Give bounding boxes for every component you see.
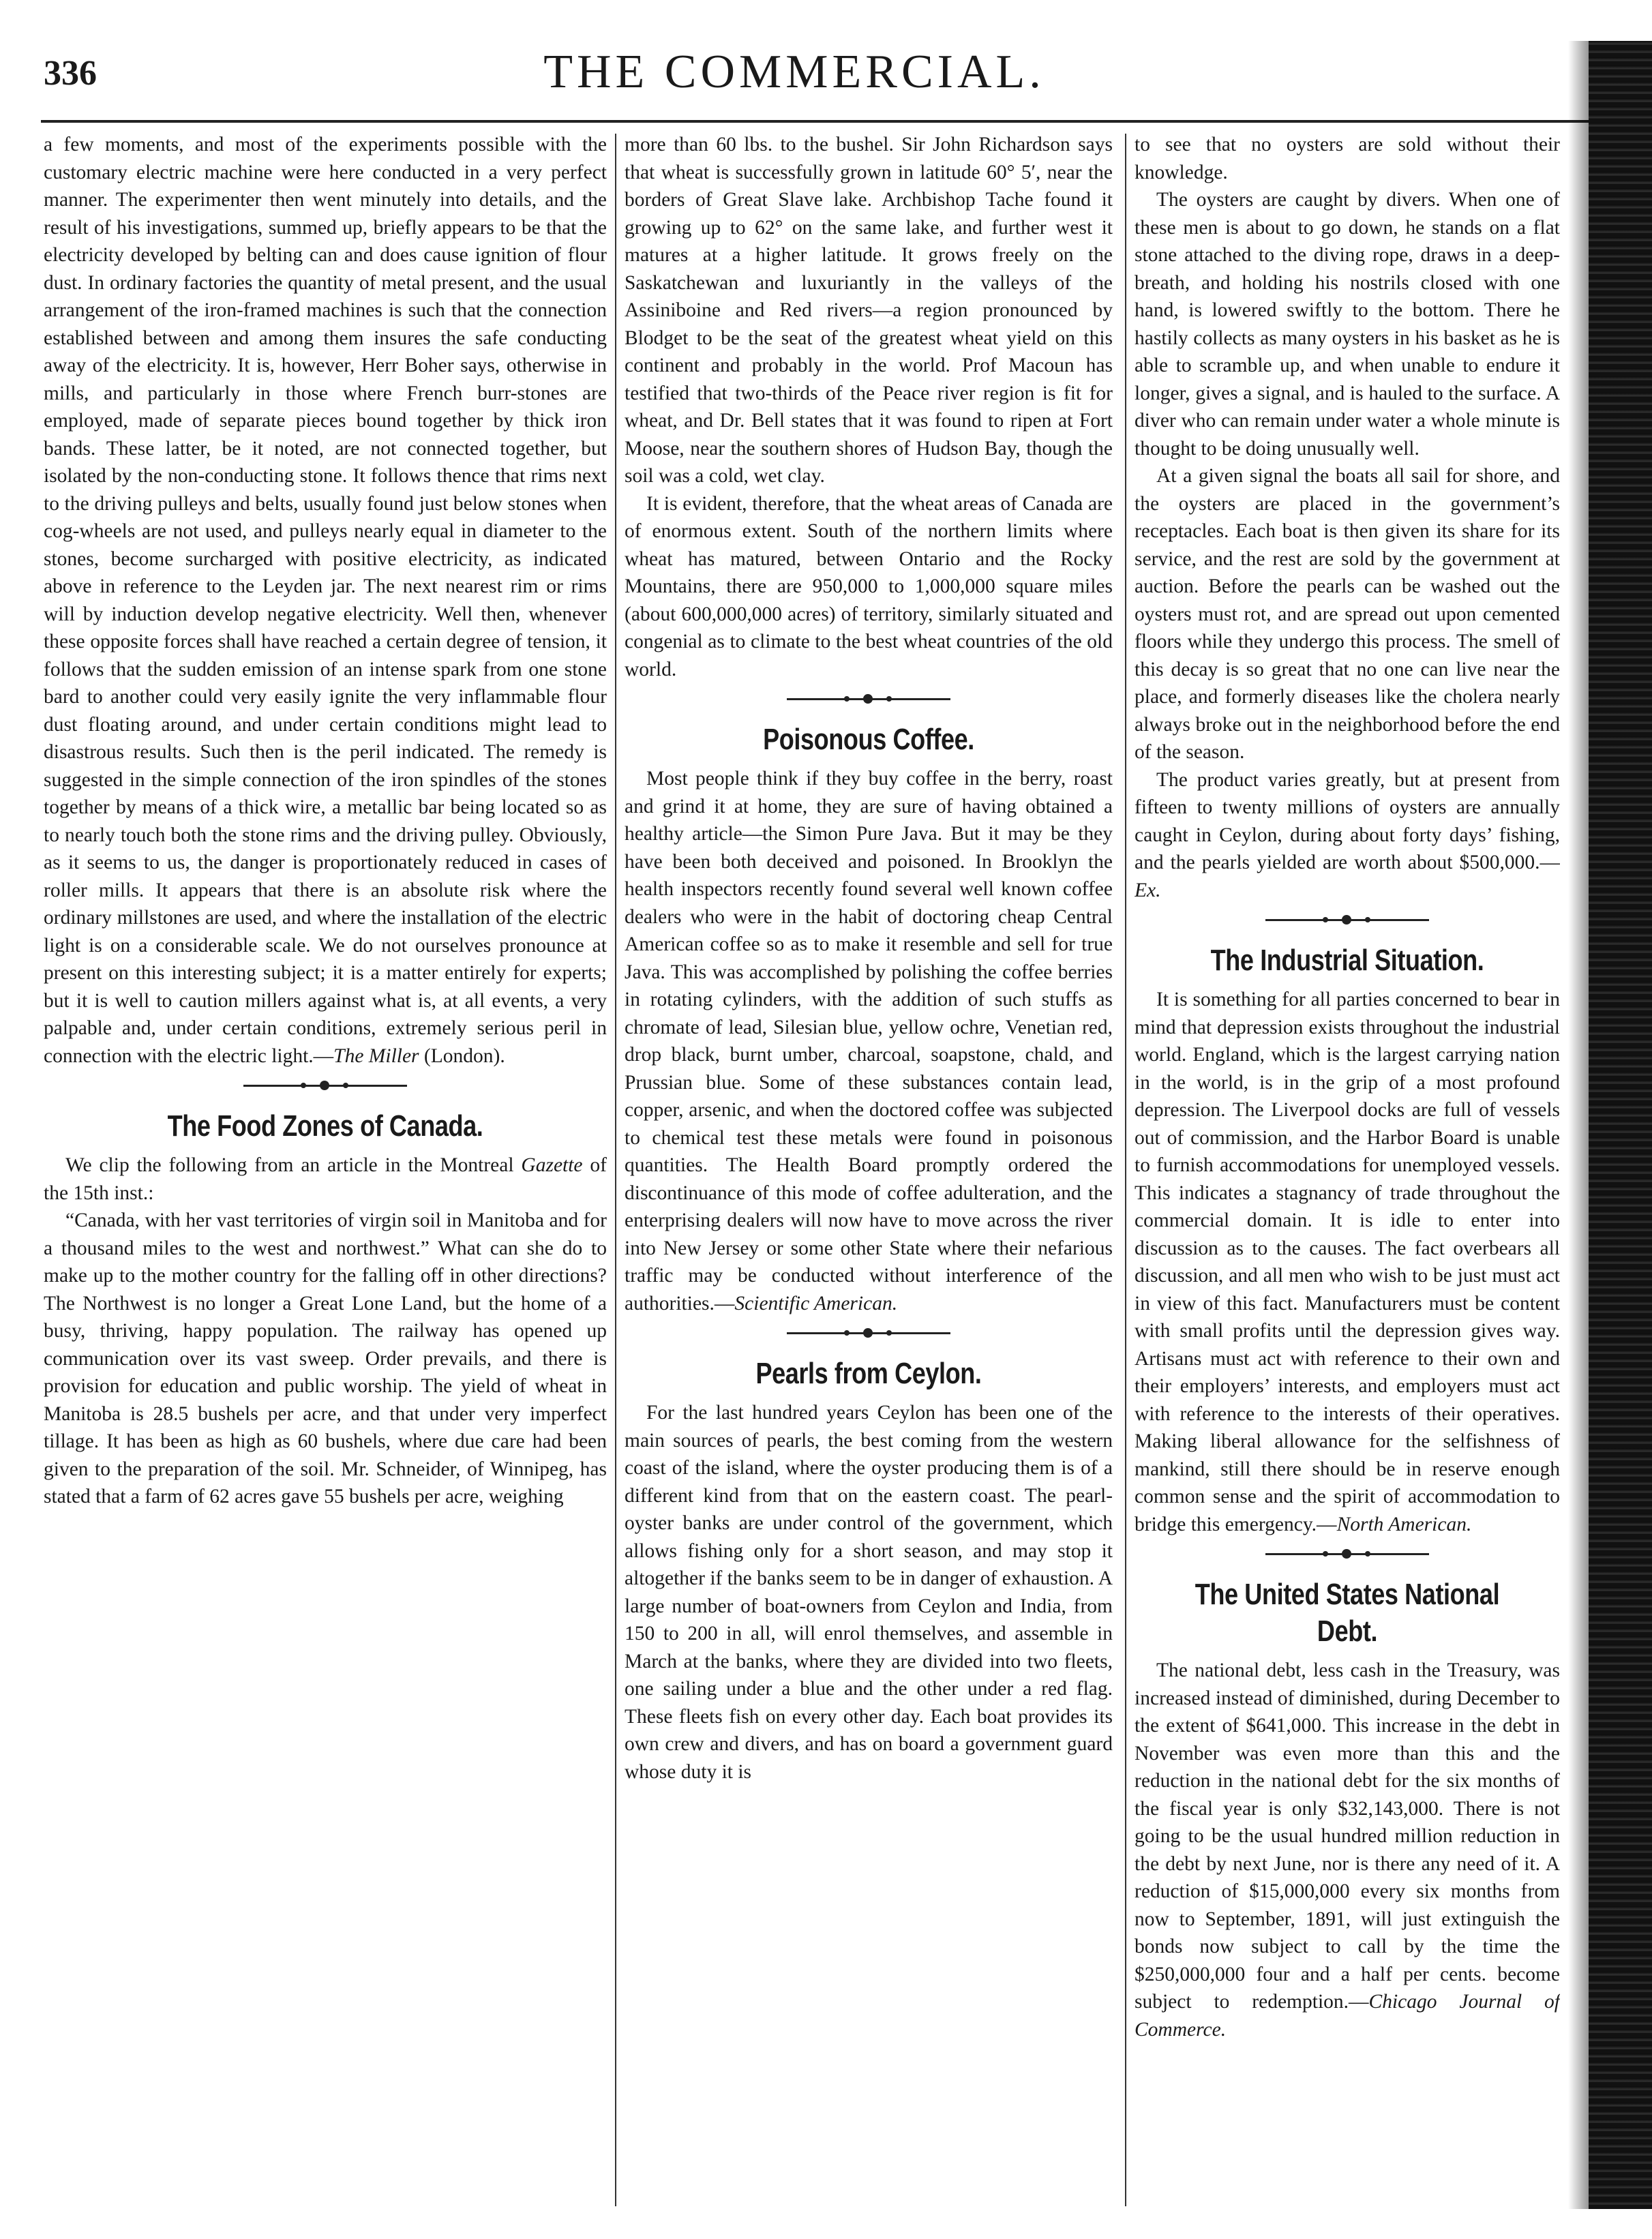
masthead: THE COMMERCIAL. xyxy=(543,46,1045,98)
section-divider xyxy=(1265,910,1429,930)
source-citation: Chicago Journal of Commerce. xyxy=(1135,1991,1560,2041)
article-paragraph: Most people think if they buy coffee in the berry, roast and grind it at home, they are sure of having obtained a healthy article—the Simon Pure Java. But it may be they have been both deceived and poisoned. In Brooklyn the health inspectors recently found several well known coffee dealers who were in the habit of doctoring cheap Central American coffee so as to make it resemble and sell for true Java. This was accomplished by polishing the coffee berries in rotating cylinders, with the addition of such stuffs as chromate of lead, Silesian blue, yellow ochre, Venetian red, drop black, burnt umber, charcoal, soapstone, chald, and Prussian blue. Some of these substances contain lead, copper, arsenic, and when the doctored coffee was subjected to chemical test these metals were found in poisonous quantities. The Health Board promptly ordered the discontinuance of this mode of coffee adulteration, and the enterprising dealers will now have to move across the river into New Jersey or some other State where their nefarious traffic may be conducted without interference of the authorities.—Scientific American. xyxy=(625,768,1113,1314)
column-divider-2 xyxy=(1125,134,1126,2206)
header-rule xyxy=(41,120,1602,123)
scan-binding-edge xyxy=(1589,41,1652,2209)
headline-industrial-situation: The Industrial Situation. xyxy=(1210,944,1484,977)
source-citation: Ex. xyxy=(1135,879,1161,901)
article-paragraph: a few moments, and most of the experiments possible with the customary electric machine were here conducted in a very perfect manner. The experimenter then went minutely into details, and the result of his investigations, summed up, briefly appears to be that the electricity developed by belting can and does cause ignition of flour dust. In ordinary factories the quantity of metal present, and the usual arrangement of the iron-framed machines is such that the connection established between and among them insures the safe conducting away of the electricity. It is, however, Herr Boher says, otherwise in mills, and particularly in those where French burr-stones are employed, made of separate pieces bound together by thick iron bands. These latter, be it noted, are not connected together, but isolated by the non-conducting stone. It follows thence that rims next to the driving pulleys and belts, usually found just below stones when cog-wheels are not used, and pulleys nearly equal in diameter to the stones, become surcharged with positive electricity, as indicated above in reference to the Leyden jar. The next nearest rim or rims will by induction develop negative electricity. Well then, whenever these opposite forces shall have reached a certain degree of tension, it follows that the sudden emission of an intense spark from one stone bard to another could very easily ignite the very inflammable flour dust floating around, and under certain conditions might lead to disastrous results. Such then is the peril indicated. The remedy is suggested in the simple connection of the iron spindles of the stones together by means of a thick wire, a metallic bar being located so as to nearly touch both the stone rims and the driving pulley. Obviously, as it seems to us, the danger is proportionately reduced in cases of roller mills. It appears that there is an absolute risk where the ordinary millstones are used, and where the installation of the electric light is on a considerable scale. We do not ourselves pronounce at present on this interesting subject; it is a matter entirely for experts; but it is well to caution millers against what is, at all events, a very palpable and, under certain conditions, extremely serious peril in connection with the electric light.—The Miller (London). xyxy=(44,134,607,1067)
article-paragraph: It is evident, therefore, that the wheat areas of Canada are of enormous extent. South of the northern limits where wheat has matured, between Ontario and the Rocky Mountains, there are 950,000 to 1,000,000 square miles (about 600,000,000 acres) of territory, similarly situated and congenial as to climate to the best wheat countries of the old world. xyxy=(625,492,1113,680)
article-paragraph: to see that no oysters are sold without their knowledge. xyxy=(1135,134,1560,183)
article-paragraph: At a given signal the boats all sail for shore, and the oysters are placed in the government’s receptacles. Each boat is then given its share for its service, and the rest are sold by the government at auction. Before the pearls can be washed out the oysters must rot, and are spread out upon cemented floors while they undergo this process. The smell of this decay is so great that no one can live near the place, and formerly diseases like the cholera nearly always broke out in the neighborhood before the end of the season. xyxy=(1135,465,1560,763)
article-paragraph: more than 60 lbs. to the bushel. Sir John Richardson says that wheat is successfully grown in latitude 60° 5′, near the borders of Great Slave lake. Archbishop Tache found it growing up to 62° on the same lake, and further west it matures at a higher latitude. It grows freely on the Saskatchewan and luxuriantly in the valleys of the Assiniboine and Red rivers—a region pronounced by Blodget to be the seat of the greatest wheat yield on this continent and probably in the world. Prof Macoun has testified that two-thirds of the Peace river region is fit for wheat, and Dr. Bell states that it was found to ripen at Fort Moose, near the southern shores of Hudson Bay, though the soil was a cold, wet clay. xyxy=(625,134,1113,487)
article-paragraph: For the last hundred years Ceylon has been one of the main sources of pearls, the best coming from the western coast of the island, where the oyster producing them is of a different kind from that on the eastern coast. The pearl-oyster banks are under control of the government, which allows fishing only for a short season, and may stop it altogether if the banks seem to be in danger of exhaustion. A large number of boat-owners from Ceylon and India, from 150 to 200 in all, will enrol themselves, and assemble in March at the banks, where they are divided into two fleets, one sailing under a blue and the other under a red flag. These fleets fish on every other day. Each boat provides its own crew and divers, and has on board a government guard whose duty it is xyxy=(625,1402,1113,1783)
article-paragraph: It is something for all parties concerned to bear in mind that depression exists throughout the industrial world. England, which is the largest carrying nation in the world, is in the grip of a most profound depression. The Liverpool docks are full of vessels out of commission, and the Harbor Board is unable to furnish accommodations for unemployed vessels. This indicates a stagnancy of trade throughout the commercial domain. It is idle to enter into discussion as to the causes. The fact overbears all discussion, and all men who wish to be just must act in view of this fact. Manufacturers must be content with small profits until the depression gives way. Artisans must act with reference to their own and their employers’ interests, and employers must act with reference to the interests of their operatives. Making liberal allowance for the selfishness of mankind, still there should be in reserve enough common sense and the spirit of accommodation to bridge this emergency.—North American. xyxy=(1135,989,1560,1535)
column-3 xyxy=(1135,131,1560,2210)
article-paragraph: “Canada, with her vast territories of virgin soil in Manitoba and for a thousand miles to the west and northwest.” What can she do to make up to the mother country for the falling off in other directions? The Northwest is no longer a Great Lone Land, but the home of a busy, thriving, happy population. The railway has opened up communication over its vast sweep. Order prevails, and there is provision for education and public worship. The yield of wheat in Manitoba is 28.5 bushels per acre, and that under very imperfect tillage. It has been as high as 60 bushels, where due care had been given to the preparation of the soil. Mr. Schneider, of Winnipeg, has stated that a farm of 62 acres gave 55 bushels per acre, weighing xyxy=(44,1209,607,1507)
source-citation: North American. xyxy=(1336,1513,1472,1535)
article-paragraph: We clip the following from an article in the Montreal Gazette of the 15th inst.: xyxy=(44,1154,607,1204)
article-paragraph: The product varies greatly, but at present from fifteen to twenty millions of oysters are annually caught in Ceylon, during about forty days’ fishing, and the pearls yielded are worth about $500,000.—Ex. xyxy=(1135,768,1560,901)
section-divider xyxy=(243,1075,407,1096)
section-divider xyxy=(787,1323,950,1343)
column-divider-1 xyxy=(615,134,616,2206)
headline-poisonous-coffee: Poisonous Coffee. xyxy=(763,723,974,756)
page-number: 336 xyxy=(44,54,97,93)
headline-food-zones: The Food Zones of Canada. xyxy=(167,1109,483,1143)
source-citation: The Miller xyxy=(333,1045,419,1067)
section-divider xyxy=(1265,1544,1429,1564)
article-paragraph: The national debt, less cash in the Treasury, was increased instead of diminished, during December to the extent of $641,000. This increase in the debt in November was even more than this and the reduction in the national debt for the six months of the fiscal year is only $32,143,000. There is not going to be the usual hundred million reduction in the debt by next June, nor is there any need of it. A reduction of $15,000,000 every six months from now to September, 1891, will just extinguish the bonds now subject to call by the time the $250,000,000 four and a half per cents. become subject to redemption.—Chicago Journal of Commerce. xyxy=(1135,1659,1560,2041)
section-divider xyxy=(787,689,950,709)
source-citation: Scientific American. xyxy=(734,1292,898,1314)
article-paragraph: The oysters are caught by divers. When one of these men is about to go down, he stands on a flat stone attached to the diving rope, draws in a deep-breath, and holding his nostrils closed with one hand, is lowered swiftly to the bottom. There he hastily collects as many oysters in his basket as he is able to scramble up, and when unable to endure it longer, gives a signal, and is hauled to the surface. A diver who can remain under water a whole minute is thought to be doing unusually well. xyxy=(1135,189,1560,460)
headline-national-debt: The United States National Debt. xyxy=(1195,1578,1500,1648)
column-1 xyxy=(44,131,607,2210)
headline-pearls-ceylon: Pearls from Ceylon. xyxy=(755,1357,982,1390)
column-2 xyxy=(625,131,1113,2210)
